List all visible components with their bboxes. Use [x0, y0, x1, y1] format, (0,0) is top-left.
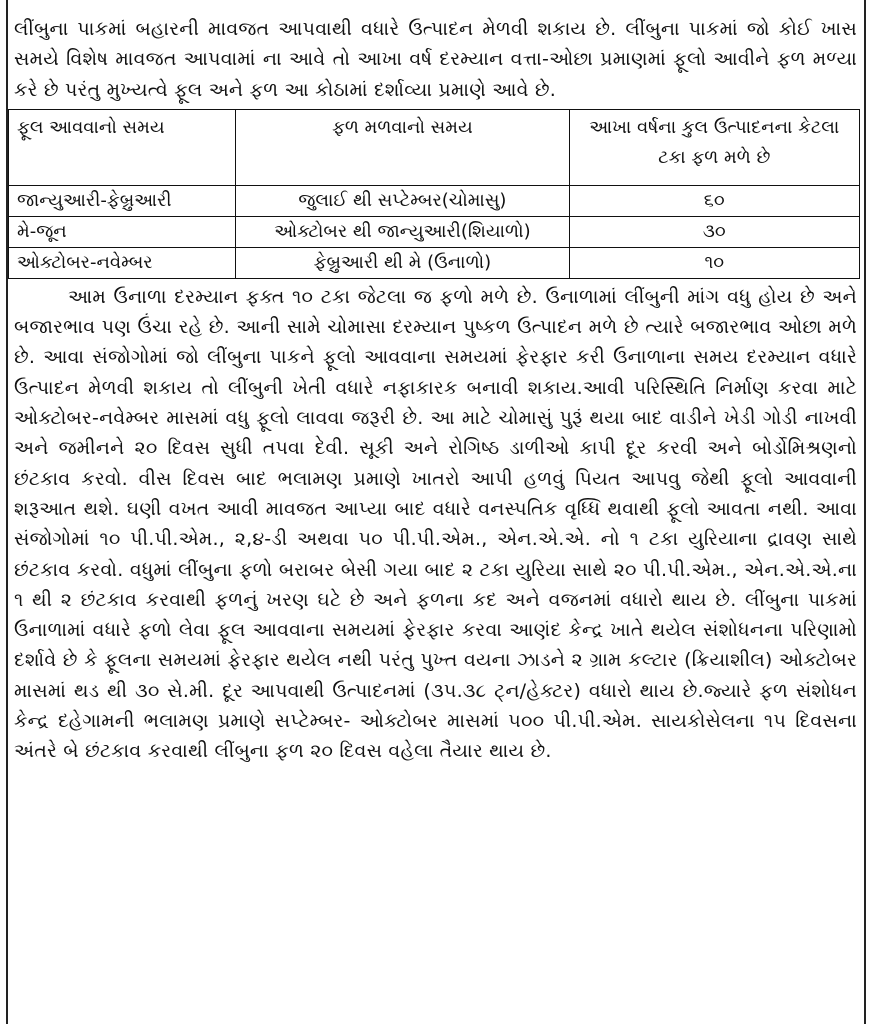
page-border-right	[864, 0, 866, 1024]
header-fruiting-time: ફળ મળવાનો સમય	[236, 109, 569, 185]
table-row	[9, 216, 860, 247]
cell-flowering: ઓક્ટોબર-નવેમ્બર	[9, 247, 236, 278]
cell-fruiting: ફેબ્રુઆરી થી મે (ઉનાળો)	[236, 247, 569, 278]
table-row	[9, 185, 860, 216]
header-percent-of-yield: આખા વર્ષના કુલ ઉત્પાદનના કેટલા ટકા ફળ મળે છે	[569, 109, 859, 185]
document-page	[14, 0, 857, 767]
cell-flowering: જાન્યુઆરી-ફેબ્રુઆરી	[9, 185, 236, 216]
cell-percent: ૧૦	[569, 247, 859, 278]
body-paragraph: આમ ઉનાળા દરમ્યાન ફક્ત ૧૦ ટકા જેટલા જ ફળો મળે છે. ઉનાળામાં લીંબુની માંગ વધુ હોય છે અને બજારભાવ પણ ઉંચા રહે છે. આની સામે ચોમાસા દરમ્યાન પુષ્કળ ઉત્પાદન મળે છે ત્યારે બજારભાવ ઓછા મળે છે. આવા સંજોગોમાં જો લીંબુના પાકને ફૂલો આવવાના સમયમાં ફેરફાર કરી ઉનાળાના સમય દરમ્યાન વધારે ઉત્પાદન મેળવી શકાય તો લીંબુની ખેતી વધારે નફાકારક બનાવી શકાય.આવી પરિસ્થિતિ નિર્માણ કરવા માટે ઓક્ટોબર-નવેમ્બર માસમાં વધુ ફૂલો લાવવા જરૂરી છે. આ માટે ચોમાસું પુરૂં થયા બાદ વાડીને ખેડી ગોડી નાખવી અને જમીનને ૨૦ દિવસ સુધી તપવા દેવી. સૂકી અને રોગિષ્ઠ ડાળીઓ કાપી દૂર કરવી અને બોર્ડોમિશ્રણનો છંટકાવ કરવો. વીસ દિવસ બાદ ભલામણ પ્રમાણે ખાતરો આપી હળવું પિયત આપવુ જેથી ફૂલો આવવાની શરૂઆત થશે. ઘણી વખત આવી માવજત આપ્યા બાદ વધારે વનસ્પતિક વૃધ્ધિ થવાથી ફૂલો આવતા નથી. આવા સંજોગોમાં ૧૦ પી.પી.એમ., ૨,૪-ડી અથવા ૫૦ પી.પી.એમ., એન.એ.એ. નો ૧ ટકા યુરિયાના દ્રાવણ સાથે છંટકાવ કરવો. વધુમાં લીંબુના ફળો બરાબર બેસી ગયા બાદ ૨ ટકા યુરિયા સાથે ૨૦ પી.પી.એમ., એન.એ.એ.ના ૧ થી ૨ છંટકાવ કરવાથી ફળનું ખરણ ઘટે છે અને ફળના કદ અને વજનમાં વધારો થાય છે. લીંબુના પાકમાં ઉનાળામાં વધારે ફળો લેવા ફૂલ આવવાના સમયમાં ફેરફાર કરવા આણંદ કેન્દ્ર ખાતે થયેલ સંશોધનના પરિણામો દર્શાવે છે કે ફૂલના સમયમાં ફેરફાર થયેલ નથી પરંતુ પુખ્ત વયના ઝાડને ૨ ગ્રામ કલ્ટાર (ક્રિયાશીલ) ઓક્ટોબર માસમાં થડ થી ૩૦ સે.મી. દૂર આપવાથી ઉત્પાદનમાં (૩૫.૩૮ ટ્ન/હેક્ટર) વધારો થાય છે.જ્યારે ફળ સંશોધન કેન્દ્ર દહેગામની ભલામણ પ્રમાણે સપ્ટેમ્બર- ઓક્ટોબર માસમાં ૫૦૦ પી.પી.એમ. સાયકોસેલના ૧૫ દિવસના અંતરે બે છંટકાવ કરવાથી લીંબુના ફળ ૨૦ દિવસ વહેલા તૈયાર થાય છે.	[14, 285, 857, 763]
cell-flowering: મે-જૂન	[9, 216, 236, 247]
table-header-row	[9, 109, 860, 185]
table-row	[9, 247, 860, 278]
cell-fruiting: જુલાઈ થી સપ્ટેમ્બર(ચોમાસુ)	[236, 185, 569, 216]
cell-percent: ૬૦	[569, 185, 859, 216]
header-flowering-time: ફૂલ આવવાનો સમય	[9, 109, 236, 185]
flowering-fruiting-table	[8, 109, 860, 279]
intro-paragraph: લીંબુના પાકમાં બહારની માવજત આપવાથી વધારે ઉત્પાદન મેળવી શકાય છે. લીંબુના પાકમાં જો કોઈ ખાસ સમયે વિશેષ માવજત આપવામાં ના આવે તો આખા વર્ષ દરમ્યાન વત્તા-ઓછા પ્રમાણમાં ફૂલો આવીને ફળ મળ્યા કરે છે પરંતુ મુખ્યત્વે ફૂલ અને ફળ આ કોઠામાં દર્શાવ્યા પ્રમાણે આવે છે.	[14, 18, 857, 101]
cell-percent: ૩૦	[569, 216, 859, 247]
cell-fruiting: ઓક્ટોબર થી જાન્યુઆરી(શિયાળો)	[236, 216, 569, 247]
